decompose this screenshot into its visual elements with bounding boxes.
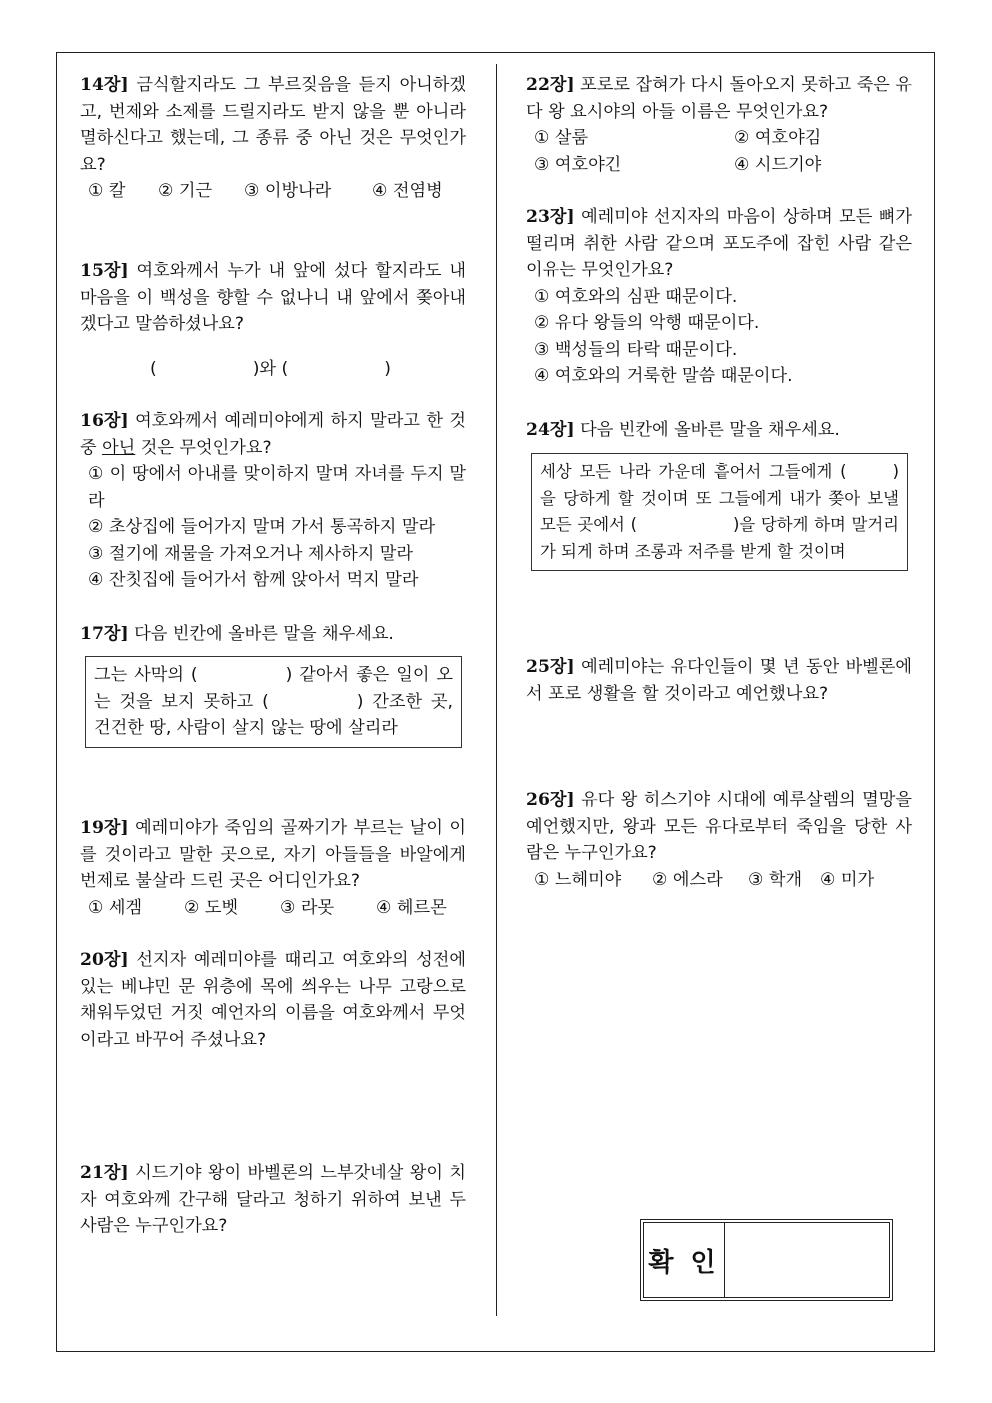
option-1[interactable]: ① 여호와의 심판 때문이다. xyxy=(534,286,738,307)
question-number: 26장] xyxy=(526,790,575,810)
option-4[interactable]: ④ 여호와의 거룩한 말씀 때문이다. xyxy=(534,366,793,386)
question-number: 17장] xyxy=(80,624,129,644)
question-text: 선지자 예레미야를 때리고 여호와의 성전에 있는 베냐민 문 위층에 목에 씌우는 나무 고랑으로 채워두었던 거짓 예언자의 이름을 여호와께서 무엇이라고 바꾸어 주셨나요? xyxy=(80,950,466,1050)
option-2[interactable]: ② 기근 xyxy=(158,181,213,201)
question-text: 여호와께서 누가 내 앞에 섰다 할지라도 내 마음을 이 백성을 향할 수 없나니 내 앞에서 쫒아내겠다고 말씀하셨나요? xyxy=(80,261,466,334)
option-4[interactable]: ④ 헤르몬 xyxy=(376,897,447,918)
option-list xyxy=(526,867,912,894)
question-number: 19장] xyxy=(80,818,129,838)
question-number: 20장] xyxy=(80,950,129,970)
question-number: 23장] xyxy=(526,207,575,227)
question-26 xyxy=(526,787,912,893)
fill-in-box: 그는 사막의 ( ) 같아서 좋은 일이 오는 것을 보지 못하고 ( ) 간조한 곳, 건건한 땅, 사람이 살지 않는 땅에 살리라 xyxy=(85,656,462,748)
option-list xyxy=(526,125,912,178)
question-text: 금식할지라도 그 부르짖음을 듣지 아니하겠고, 번제와 소제를 드릴지라도 받지 않을 뿐 아니라 멸하신다고 했는데, 그 종류 중 아닌 것은 무엇인가요? xyxy=(80,75,466,175)
column-divider xyxy=(496,64,497,1316)
option-3[interactable]: ③ 학개 xyxy=(748,869,803,890)
option-3[interactable]: ③ 이방나라 xyxy=(244,181,332,201)
question-23 xyxy=(526,204,912,390)
option-2[interactable]: ② 초상집에 들어가지 말며 가서 통곡하지 말라 xyxy=(88,517,436,537)
option-4[interactable]: ④ 미가 xyxy=(820,869,875,890)
question-21 xyxy=(80,1160,466,1240)
option-3[interactable]: ③ 라못 xyxy=(280,897,335,918)
option-4[interactable]: ④ 잔칫집에 들어가서 함께 앉아서 먹지 말라 xyxy=(88,570,419,590)
question-number: 14장] xyxy=(80,75,129,95)
question-number: 16장] xyxy=(80,411,129,431)
option-2[interactable]: ② 도벳 xyxy=(184,897,239,918)
question-17 xyxy=(80,621,466,648)
option-1[interactable]: ① 칼 xyxy=(88,181,126,201)
option-1[interactable]: ① 이 땅에서 아내를 맞이하지 말며 자녀를 두지 말라 xyxy=(88,464,466,511)
option-list xyxy=(80,895,466,922)
answer-blanks: ( )와 ( ) xyxy=(150,358,391,379)
question-number: 25장] xyxy=(526,657,575,677)
question-22 xyxy=(526,72,912,178)
option-3[interactable]: ③ 절기에 재물을 가져오거나 제사하지 말라 xyxy=(88,543,413,564)
question-number: 15장] xyxy=(80,261,129,281)
underlined-word: 아닌 xyxy=(102,437,136,458)
option-1[interactable]: ① 느헤미야 xyxy=(534,869,622,890)
question-19 xyxy=(80,815,466,921)
question-20 xyxy=(80,947,466,1053)
option-1[interactable]: ① 세겜 xyxy=(88,897,143,918)
option-3[interactable]: ③ 백성들의 타락 때문이다. xyxy=(534,339,738,360)
question-16: 16장] 여호와께서 예레미야에게 하지 말라고 한 것 중 아닌 것은 무엇인가요? ① 이 땅에서 아내를 맞이하지 말며 자녀를 두지 말라 ② 초상집에 들어가지 말며 가서 통곡하지 말라 ③ 절기에 재물을 가져오거나 제사하지 말라 ④ 잔칫집에 들어가서 함께 앉아서 먹지 말라 xyxy=(80,408,466,594)
question-15 xyxy=(80,258,466,382)
option-2[interactable]: ② 여호야김 xyxy=(734,128,822,148)
question-text: 다음 빈칸에 올바른 말을 채우세요. xyxy=(134,624,394,644)
option-list xyxy=(80,178,466,205)
option-3[interactable]: ③ 여호야긴 xyxy=(534,154,622,175)
question-14 xyxy=(80,72,466,205)
option-1[interactable]: ① 살룸 xyxy=(534,128,589,148)
question-number: 21장] xyxy=(80,1163,129,1183)
confirm-signature-cell[interactable] xyxy=(725,1223,889,1297)
question-25 xyxy=(526,654,912,707)
question-number: 22장] xyxy=(526,75,575,95)
question-number: 24장] xyxy=(526,420,575,440)
option-2[interactable]: ② 유다 왕들의 악행 때문이다. xyxy=(534,313,760,333)
question-text: 예레미야가 죽임의 골짜기가 부르는 날이 이를 것이라고 말한 곳으로, 자기 아들들을 바알에게 번제로 불살라 드린 곳은 어디인가요? xyxy=(80,818,466,891)
question-text: 유다 왕 히스기야 시대에 예루살렘의 멸망을 예언했지만, 왕과 모든 유다로부터 죽임을 당한 사람은 누구인가요? xyxy=(526,790,912,863)
question-text: 예레미야 선지자의 마음이 상하며 모든 뼈가 떨리며 취한 사람 같으며 포도주에 잡힌 사람 같은 이유는 무엇인가요? xyxy=(526,207,912,280)
question-24 xyxy=(526,417,912,444)
question-text: 포로로 잡혀가 다시 돌아오지 못하고 죽은 유다 왕 요시야의 아들 이름은 무엇인가요? xyxy=(526,75,912,122)
question-text: 다음 빈칸에 올바른 말을 채우세요. xyxy=(580,420,840,440)
option-4[interactable]: ④ 전염병 xyxy=(372,181,443,201)
fill-in-box: 세상 모든 나라 가운데 흩어서 그들에게 ( )을 당하게 할 것이며 또 그들에게 내가 쫒아 보낼 모든 곳에서 ( )을 당하게 하며 말거리가 되게 하며 조롱과 저주를 받게 할 것이며 xyxy=(531,453,908,571)
option-2[interactable]: ② 에스라 xyxy=(652,869,723,890)
question-text: 예레미야는 유다인들이 몇 년 동안 바벨론에서 포로 생활을 할 것이라고 예언했나요? xyxy=(526,657,912,704)
confirm-label: 확 인 xyxy=(644,1223,725,1297)
option-4[interactable]: ④ 시드기야 xyxy=(734,154,822,175)
confirm-box xyxy=(640,1219,893,1301)
question-text: 시드기야 왕이 바벨론의 느부갓네살 왕이 치자 여호와께 간구해 달라고 청하기 위하여 보낸 두 사람은 누구인가요? xyxy=(80,1163,466,1236)
